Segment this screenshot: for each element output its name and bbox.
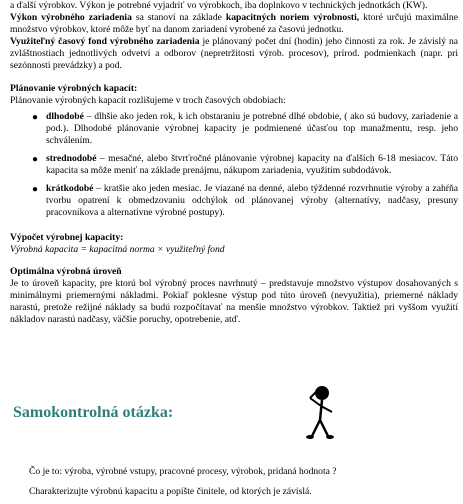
vykon-mid: sa stanoví na základe (131, 12, 226, 24)
calc-formula: Výrobná kapacita = kapacitná norma × využiteľný fond (10, 243, 225, 255)
intro-paragraph (10, 0, 458, 12)
question-1: Čo je to: výroba, výrobné vstupy, pracovné procesy, výrobok, pridaná hodnota ? (29, 466, 337, 477)
intro-text: a ďalší výrobkov. Výkon je potrebné vyjadriť vo výrobkoch, iba doplnkovo v technických jednotkách (KW). (10, 0, 428, 11)
document-body (10, 0, 458, 326)
list-item: ● strednodobé – mesačné, alebo štvrťročné plánovanie výrobnej kapacity na ďalších 6-18 mesiacov. Táto kapacita sa môže meniť na základe prenájmu, nákupom zariadenia, využitím subdodávok. (32, 153, 458, 177)
thinking-figure-icon (300, 384, 338, 440)
optimal-text: Je to úroveň kapacity, pre ktorú bol výrobný proces navrhnutý – predstavuje množstvo výstupov dosahovaných s minimálnymi priemernými nákladmi. Pokiaľ poklesne výstup pod túto úroveň (nevyužitia), priemerné náklady narastú, pretože režijné náklady sa budú rozpočítavať na menšie množstvo výrobkov. Taktiež pri vyššom využití nákladov narastú nadčasy, väčšie poruchy, opotrebenie, atď. (10, 277, 458, 326)
bullet-icon: ● (32, 184, 39, 196)
fond-paragraph (10, 36, 458, 72)
vykon-term: Výkon výrobného zariadenia (10, 12, 132, 24)
planning-heading: Plánovanie výrobných kapacít: (10, 82, 138, 94)
vykon-rest: ktoré určujú maximálne množstvo výrobkov, ktoré môže byť na danom zariadení vyrobené za časovú jednotku. (10, 12, 458, 36)
vykon-paragraph (10, 12, 458, 36)
optimal-heading: Optimálna výrobná úroveň (10, 265, 122, 277)
fond-term: Využiteľný časový fond výrobného zariadenia (10, 36, 200, 48)
bullet-icon: ● (32, 154, 39, 166)
planning-list (10, 111, 458, 220)
question-2: Charakterizujte výrobnú kapacitu a popíšte činitele, od ktorých je závislá. (29, 486, 312, 497)
list-item: ● dlhodobé – dlhšie ako jeden rok, k ich obstaraniu je potrebné dlhé obdobie, ( ako sú budovy, zariadenie a pod.). Dlhodobé plánovanie výrobnej kapacity je podmienené účasťou top manažmentu, resp. jeho schválením. (32, 110, 458, 146)
planning-intro: Plánovanie výrobných kapacít rozlišujeme v troch časových obdobiach: (10, 94, 286, 106)
fond-rest: je plánovaný počet dní (hodín) jeho činnosti za rok. Je závislý na zvláštnostiach jednotlivých odvetví a odborov (nepretržitosti výrob. procesov), prírod. podmienkach (napr. pri sezónnosti prevádzky) a pod. (10, 36, 458, 72)
self-check-heading: Samokontrolná otázka: (13, 404, 174, 421)
bullet-icon: ● (32, 111, 39, 123)
vykon-term2: kapacitných noriem výrobnosti, (225, 12, 360, 24)
calc-heading: Výpočet výrobnej kapacity: (10, 231, 124, 243)
list-item: ● krátkodobé – kratšie ako jeden mesiac. Je viazané na denné, alebo týždenné rozvrhnutie výroby a zahŕňa tvorbu opatrení k obmedzovaniu odchýlok od plánovanej výroby (alternatívy, nadčasy, presuny pracovníkova a alternatívne výrobné postupy). (32, 183, 458, 219)
